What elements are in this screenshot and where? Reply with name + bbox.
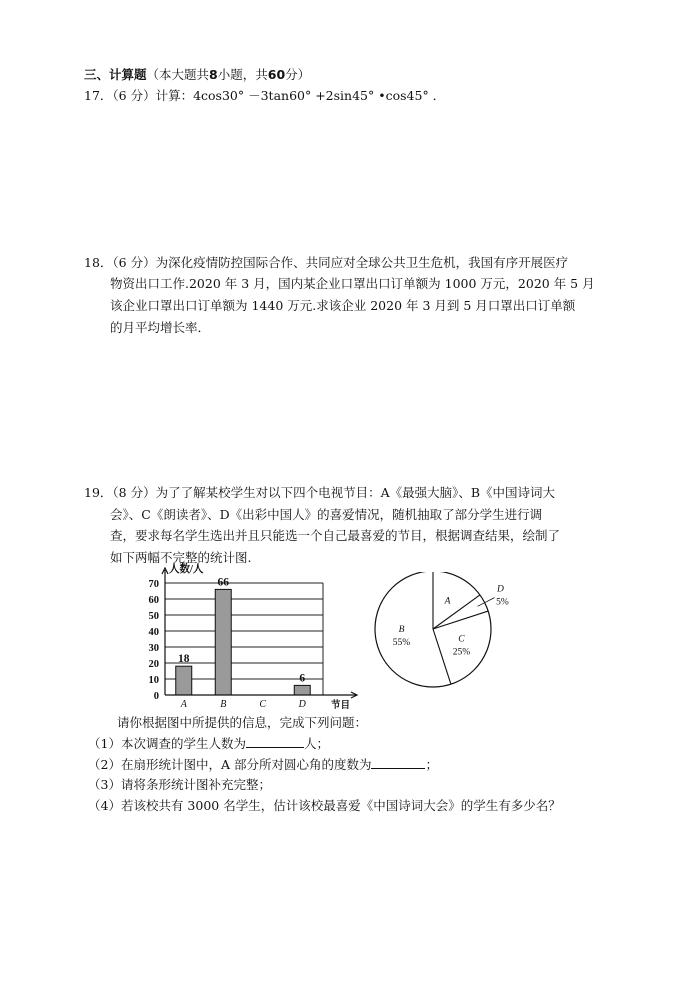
question-19-line-1: 19．（8 分）为了了解某校学生对以下四个电视节目：A《最强大脑》、B《中国诗词大: [84, 485, 556, 500]
sub-question-1: [88, 734, 329, 753]
question-19-line-2: 会》、C《朗读者》、D《出彩中国人》的喜爱情况，随机抽取了部分学生进行调: [110, 507, 543, 522]
x-tick-label: A: [180, 699, 187, 710]
y-tick-label: 70: [148, 579, 159, 590]
bar-value-label: 6: [299, 672, 306, 685]
sub-question-2-tail: ；: [425, 757, 438, 772]
section-points: 60: [267, 67, 286, 82]
section-desc-open: （本大题共: [146, 67, 210, 82]
question-18-line-3: 该企业口罩出口订单额为 1440 万元.求该企业 2020 年 3 月到 5 月口罩出口订单额: [110, 298, 576, 313]
bar-value-label: 18: [178, 653, 190, 666]
bar-value-label: 66: [217, 576, 229, 589]
pie-label-C: C: [458, 634, 465, 645]
pie-percent-B: 55%: [392, 637, 411, 648]
y-tick-label: 0: [153, 691, 159, 702]
section-desc-close: 分）: [285, 67, 311, 82]
section-desc-mid: 小题，共: [217, 67, 268, 82]
sub-question-2-text: （2）在扇形统计图中，A 部分所对圆心角的度数为: [88, 757, 372, 772]
y-tick-label: 40: [148, 627, 159, 638]
bar-chart: [125, 562, 370, 710]
pie-chart: [362, 572, 512, 692]
answer-blank-1[interactable]: [246, 734, 304, 748]
x-axis-title: 节目: [331, 701, 351, 710]
y-tick-label: 10: [148, 675, 159, 686]
section-title: 计算题: [109, 67, 147, 82]
question-19-line-4: 如下两幅不完整的统计图.: [110, 550, 252, 565]
question-18-line-2: 物资出口工作.2020 年 3 月，国内某企业口罩出口订单额为 1000 万元，2020 年 5 月: [110, 276, 595, 291]
pie-percent-C: 25%: [452, 647, 471, 658]
pie-label-A: A: [444, 596, 451, 607]
pie-percent-D: 5%: [496, 597, 509, 608]
sub-question-2: [88, 755, 438, 774]
bar-B: [215, 589, 231, 695]
question-19-intro: 请你根据图中所提供的信息，完成下列问题：: [117, 715, 368, 730]
bar-D: [294, 685, 310, 695]
y-tick-label: 50: [148, 611, 159, 622]
pie-chart-slices: [375, 572, 509, 687]
sub-question-3: （3）请将条形统计图补充完整；: [88, 777, 271, 792]
x-tick-label: B: [220, 699, 227, 710]
section-count: 8: [209, 67, 218, 82]
sub-question-1-text: （1）本次调查的学生人数为: [88, 736, 246, 751]
section-prefix: 三、: [84, 67, 110, 82]
section-heading: [84, 66, 310, 84]
question-19-line-3: 查，要求每名学生选出并且只能选一个自己最喜爱的节目，根据调查结果，绘制了: [110, 528, 561, 543]
y-tick-label: 20: [148, 659, 159, 670]
pie-label-B: B: [398, 624, 405, 635]
answer-blank-2[interactable]: [371, 755, 425, 769]
y-tick-label: 60: [148, 595, 159, 606]
question-17: 17．（6 分）计算：4cos30° －3tan60° +2sin45° •cos45° ．: [84, 88, 446, 103]
x-tick-label: D: [298, 699, 306, 710]
bar-A: [176, 666, 192, 695]
question-18-line-1: 18．（6 分）为深化疫情防控国际合作、共同应对全球公共卫生危机，我国有序开展医疗: [84, 255, 569, 270]
sub-question-1-tail: 人；: [303, 736, 329, 751]
question-18-line-4: 的月平均增长率．: [110, 320, 211, 335]
y-axis-title: 人数/人: [169, 564, 204, 575]
pie-label-D: D: [497, 584, 504, 595]
x-tick-label: C: [259, 699, 267, 710]
sub-question-4: （4）若该校共有 3000 名学生，估计该校最喜爱《中国诗词大会》的学生有多少名？: [88, 798, 561, 813]
y-tick-label: 30: [148, 643, 159, 654]
